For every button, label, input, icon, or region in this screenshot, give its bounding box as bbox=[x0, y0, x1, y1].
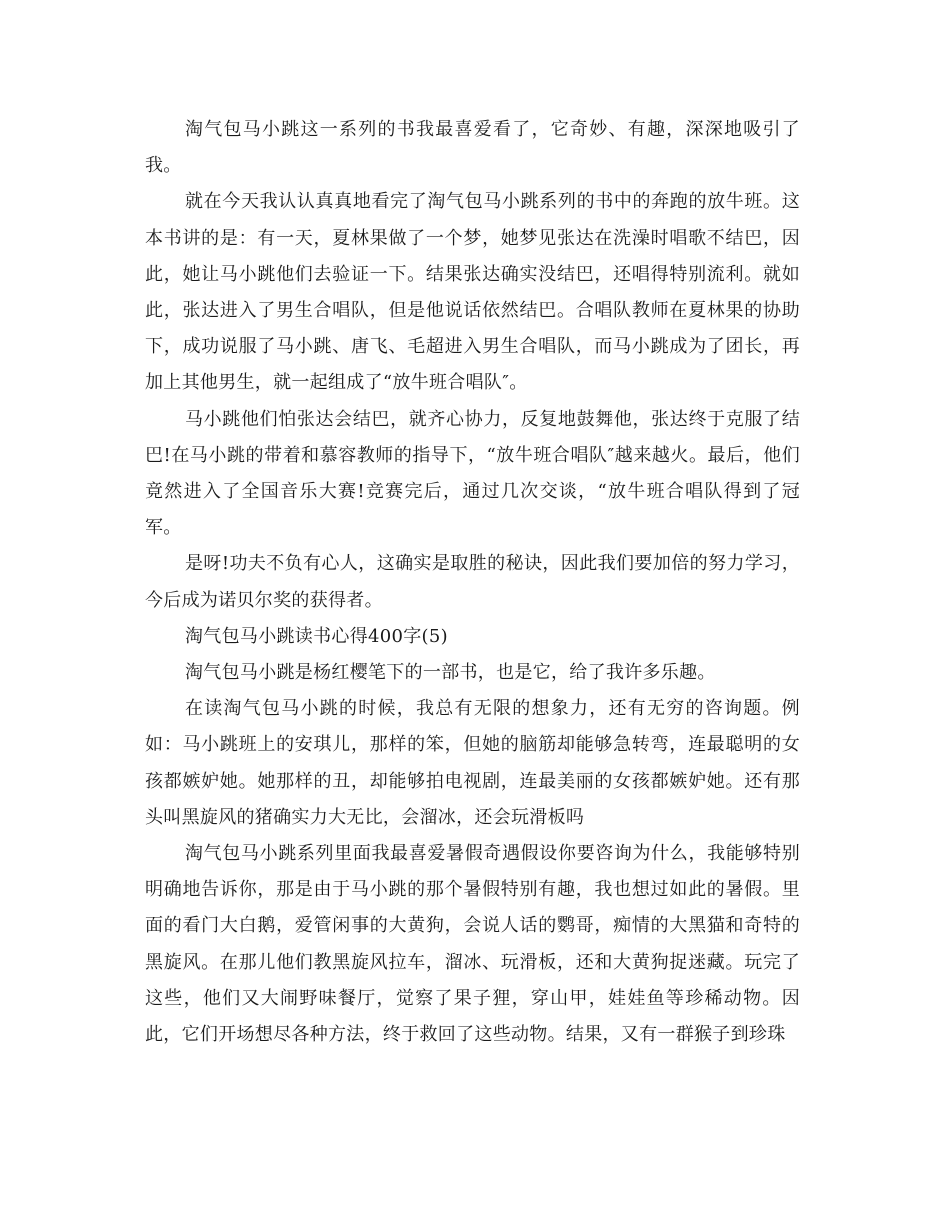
paragraph-intro: 淘气包马小跳这一系列的书我最喜爱看了，它奇妙、有趣，深深地吸引了我。 bbox=[145, 119, 800, 177]
paragraph-summer-adventure: 淘气包马小跳系列里面我最喜爱暑假奇遇假设你要咨询为什么，我能够特别明确地告诉你，那是由于马小跳的那个暑假特别有趣，我也想过如此的暑假。里面的看门大白鹅，爱管闲事的大黄狗，会说人话的鹦哥，痴情的大黑猫和奇特的黑旋风。在那儿他们教黑旋风拉车，溜冰、玩滑板，还和大黄狗捉迷藏。玩完了这些，他们又大闹野味餐厅，觉察了果子狸，穿山甲，娃娃鱼等珍稀动物。因此，它们开场想尽各种方法，终于救回了这些动物。结果，又有一群猴子到珍珠 bbox=[145, 843, 800, 1046]
paragraph-choir-success: 马小跳他们怕张达会结巴，就齐心协力，反复地鼓舞他，张达终于克服了结巴!在马小跳的带着和慕容教师的指导下，“放牛班合唱队″越来越火。最后，他们竟然进入了全国音乐大赛!竞赛完后，通过几次交谈，“放牛班合唱队得到了冠军。 bbox=[145, 408, 800, 539]
document-body bbox=[145, 112, 800, 1053]
paragraph-imagination: 在读淘气包马小跳的时候，我总有无限的想象力，还有无穷的咨询题。例如：马小跳班上的安琪儿，那样的笨，但她的脑筋却能够急转弯，连最聪明的女孩都嫉妒她。她那样的丑，却能够拍电视剧，连最美丽的女孩都嫉妒她。还有那头叫黑旋风的猪确实力大无比，会溜冰，还会玩滑板吗 bbox=[145, 698, 800, 828]
paragraph-author-intro: 淘气包马小跳是杨红樱笔下的一部书，也是它，给了我许多乐趣。 bbox=[185, 662, 716, 684]
paragraph-story-summary: 就在今天我认认真真地看完了淘气包马小跳系列的书中的奔跑的放牛班。这本书讲的是：有一天，夏林果做了一个梦，她梦见张达在洗澡时唱歌不结巴，因此，她让马小跳他们去验证一下。结果张达确实没结巴，还唱得特别流利。就如此，张达进入了男生合唱队，但是他说话依然结巴。合唱队教师在夏林果的协助下，成功说服了马小跳、唐飞、毛超进入男生合唱队，而马小跳成为了团长，再加上其他男生，就一起组成了“放牛班合唱队″。 bbox=[145, 191, 800, 394]
paragraph-conclusion: 是呀!功夫不负有心人，这确实是取胜的秘诀，因此我们要加倍的努力学习，今后成为诺贝尔奖的获得者。 bbox=[145, 553, 800, 611]
section-heading: 淘气包马小跳读书心得400字(5) bbox=[185, 625, 448, 647]
